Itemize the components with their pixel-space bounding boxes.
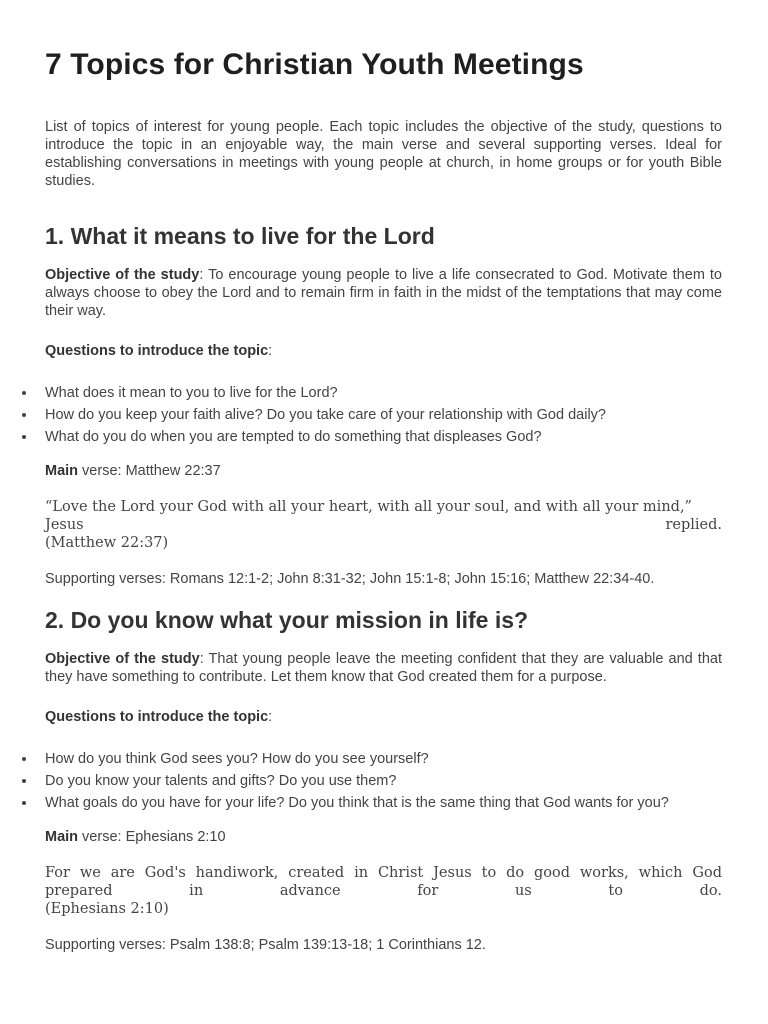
list-item: How do you keep your faith alive? Do you take care of your relationship with God daily? [45,404,722,426]
list-item: What do you do when you are tempted to do something that displeases God? [45,426,722,448]
quote-line: Jesus replied. [45,517,722,533]
list-item: Do you know your talents and gifts? Do you use them? [45,770,722,792]
verse-quote [45,864,722,918]
main-verse-text: verse: Matthew 22:37 [78,463,221,479]
quote-line: “Love the Lord your God with all your heart, with all your soul, and with all your mind,” [45,499,692,515]
objective-label: Objective of the study [45,651,200,667]
main-label: Main [45,463,79,479]
objective-paragraph [45,266,722,320]
questions-list [45,382,722,448]
objective-paragraph [45,650,722,686]
main-label: Main [45,829,79,845]
quote-line: For we are God's handiwork, created in Christ Jesus to do good works, which God [45,865,722,881]
quote-reference: (Ephesians 2:10) [45,901,169,917]
questions-colon: : [268,709,273,725]
section-heading: 2. Do you know what your mission in life is? [45,607,529,633]
topic-section-1 [45,222,722,588]
main-verse [45,462,722,480]
objective-text: : That young people leave the meeting confident that they are valuable and that they have something to contribute. Let them know that God created them for a purpose. [45,651,722,685]
verse-quote [45,498,722,552]
quote-reference: (Matthew 22:37) [45,535,169,551]
supporting-verses: Supporting verses: Romans 12:1-2; John 8:31-32; John 15:1-8; John 15:16; Matthew 22:34-40. [45,571,655,587]
main-verse [45,828,722,846]
supporting-verses: Supporting verses: Psalm 138:8; Psalm 139:13-18; 1 Corinthians 12. [45,937,486,953]
topic-section-2 [45,606,722,954]
intro-paragraph: List of topics of interest for young people. Each topic includes the objective of the study, questions to introduce the topic in an enjoyable way, the main verse and several supporting verses. Ideal for establishing conversations in meetings with young people at church, in home groups or for youth Bible studies. [45,119,722,189]
section-heading: 1. What it means to live for the Lord [45,223,435,249]
questions-colon: : [268,343,273,359]
quote-line: prepared in advance for us to do. [45,883,722,899]
questions-heading [45,342,722,360]
objective-label: Objective of the study [45,267,200,283]
questions-label: Questions to introduce the topic [45,709,269,725]
list-item: What does it mean to you to live for the Lord? [45,382,722,404]
objective-text: : To encourage young people to live a life consecrated to God. Motivate them to always choose to obey the Lord and to remain firm in faith in the midst of the temptations that may come their way. [45,267,722,319]
list-item: What goals do you have for your life? Do you think that is the same thing that God wants for you? [45,792,722,814]
main-verse-text: verse: Ephesians 2:10 [78,829,226,845]
questions-label: Questions to introduce the topic [45,343,269,359]
questions-list [45,748,722,814]
list-item: How do you think God sees you? How do you see yourself? [45,748,722,770]
questions-heading [45,708,722,726]
page-title: 7 Topics for Christian Youth Meetings [45,48,584,81]
